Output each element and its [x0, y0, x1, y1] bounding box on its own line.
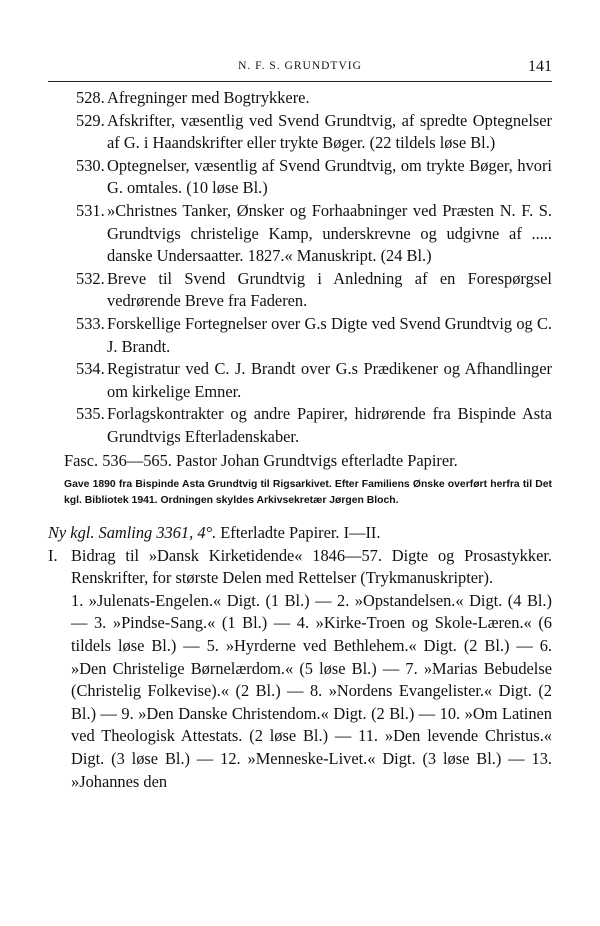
- entry-text: Breve til Svend Grundtvig i Anledning af en Forespørgsel vedrørende Breve fra Faderen.: [107, 268, 552, 311]
- entry-number: 529.: [76, 110, 105, 130]
- entry-535: [48, 403, 552, 448]
- entry-text: »Christnes Tanker, Ønsker og Forhaabninger ved Præsten N. F. S. Grundtvigs christelige Kamp, underskrevne og udgivne af ..... danske Undersaatter. 1827.« Manuskript. (24 Bl.): [107, 200, 552, 266]
- entry-534: [48, 358, 552, 403]
- entry-528: [48, 87, 552, 110]
- entry-number: 531.: [76, 200, 105, 220]
- collection-title: Efterladte Papirer. I—II.: [216, 523, 381, 543]
- fascicle-heading: Fasc. 536—565. Pastor Johan Grundtvigs efterladte Papirer.: [64, 450, 458, 470]
- entry-text: Afskrifter, væsentlig ved Svend Grundtvig, af spredte Optegnelser af G. i Haandskrifter eller trykte Bøger. (22 tildels løse Bl.): [107, 110, 552, 153]
- entry-text: Optegnelser, væsentlig af Svend Grundtvig, om trykte Bøger, hvori G. omtales. (10 løse Bl.): [107, 155, 552, 198]
- section-i: [48, 545, 552, 590]
- section-text: Bidrag til »Dansk Kirketidende« 1846—57. Digte og Prosastykker. Renskrifter, for største Delen med Rettelser (Trykmanuskripter).: [71, 545, 552, 588]
- entry-number: 530.: [76, 155, 105, 175]
- section-number: I.: [48, 545, 58, 565]
- entry-533: [48, 313, 552, 358]
- page-number: 141: [528, 58, 552, 75]
- entry-text: Registratur ved C. J. Brandt over G.s Prædikener og Afhandlinger om kirkelige Emner.: [107, 359, 552, 401]
- entry-number: 533.: [76, 313, 105, 333]
- header-rule: [48, 81, 552, 82]
- entry-text: Forlagskontrakter og andre Papirer, hidrørende fra Bispinde Asta Grundtvigs Efterladenskaber.: [107, 404, 552, 446]
- entry-532: [48, 268, 552, 313]
- entry-text: Afregninger med Bogtrykkere.: [107, 88, 310, 107]
- entry-text: Forskellige Fortegnelser over G.s Digte ved Svend Grundtvig og C. J. Brandt.: [107, 313, 552, 356]
- entry-number: 535.: [76, 404, 105, 424]
- section-items: 1. »Julenats-Engelen.« Digt. (1 Bl.) — 2. »Opstandelsen.« Digt. (4 Bl.) — 3. »Pindse-Sang.« (1 Bl.) — 4. »Kirke-Troen og Skole-Læren.« (6 tildels løse Bl.) — 5. »Hyrderne ved Bethlehem.« Digt. (2 Bl.) — 6. »Den Christelige Børnelærdom.« (5 løse Bl.) — 7. »Marias Bebudelse (Christelig Folkevise).« (2 Bl.) — 8. »Nordens Evangelister.« Digt. (2 Bl.) — 9. »Den Danske Christendom.« Digt. (2 Bl.) — 10. »Om Latinen ved Theologisk Attestats. (2 løse Bl.) — 11. »Den levende Christus.« Digt. (3 løse Bl.) — 12. »Menneske-Livet.« Digt. (3 løse Bl.) — 13. »Johannes den: [71, 590, 552, 791]
- entry-number: 534.: [76, 359, 105, 379]
- collection-shelfmark: Ny kgl. Samling 3361, 4°.: [48, 523, 217, 543]
- collection-heading: [48, 522, 552, 545]
- entry-number: 528.: [76, 88, 105, 107]
- entry-529: [48, 110, 552, 155]
- provenance-note: Gave 1890 fra Bispinde Asta Grundtvig til Rigsarkivet. Efter Familiens Ønske overført herfra til Det kgl. Bibliotek 1941. Ordningen skyldes Arkivsekretær Jørgen Bloch.: [64, 479, 552, 506]
- entry-number: 532.: [76, 268, 105, 288]
- entry-531: [48, 200, 552, 268]
- page-body: [48, 87, 552, 793]
- running-head: N. F. S. GRUNDTVIG: [238, 60, 362, 72]
- page-header: [48, 58, 552, 80]
- entry-530: [48, 155, 552, 200]
